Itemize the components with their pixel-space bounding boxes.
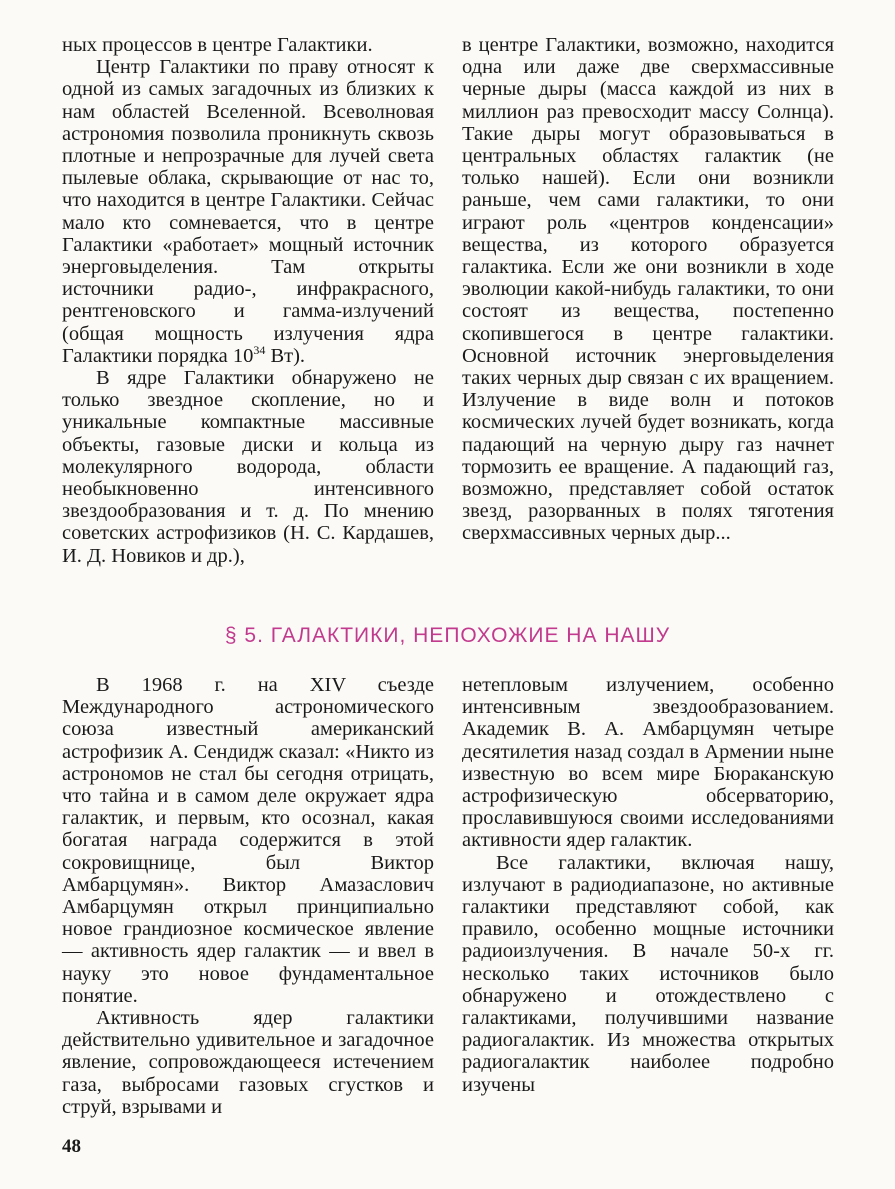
column-top-left [62, 34, 434, 567]
column-bottom-left [62, 674, 434, 1118]
paragraph-text: Центр Галактики по праву относят к одной из самых загадочных из близких к нам областей Вселенной. Всеволновая астрономия позволила проникнуть сквозь плотные и непрозрачные для лучей света пылевые облака, скрывающие от нас то, что находится в центре Галактики. Сейчас мало кто сомневается, что в центре Галактики «работает» мощный источник энерговыделения. Там открыты источники радио-, инфракрасного, рентгеновского и гамма-излучений (общая мощность излучения ядра Галактики порядка 10 [62, 56, 434, 367]
paragraph-sandage-quote: В 1968 г. на XIV съезде Международного астрономического союза известный американский астрофизик А. Сендидж сказал: «Никто из астрономов не стал бы сегодня отрицать, что тайна и в самом деле окружает ядра галактик, и первым, кто осознал, какая богатая награда содержится в этой сокровищнице, был Виктор Амбарцумян». Виктор Амазаслович Амбарцумян открыл принципиально новое грандиозное космическое явление — активность ядер галактик — и ввел в науку это новое фундаментальное понятие. [62, 674, 434, 1007]
section-heading: § 5. ГАЛАКТИКИ, НЕПОХОЖИЕ НА НАШУ [224, 624, 671, 647]
paragraph-text-end: Вт). [265, 344, 306, 367]
paragraph-galactic-core: В ядре Галактики обнаружено не только звездное скопление, но и уникальные компактные массивные объекты, газовые диски и кольца из молекулярного водорода, области необыкновенно интенсивного звездообразования и т. д. По мнению советских астрофизиков (Н. С. Кардашев, И. Д. Новиков и др.), [62, 367, 434, 567]
paragraph-nuclear-activity: Активность ядер галактики действительно удивительное и загадочное явление, сопровождающееся истечением газа, выбросами газовых сгустков и струй, взрывами и [62, 1007, 434, 1118]
column-top-right [462, 34, 834, 545]
paragraph-radio-galaxies: Все галактики, включая нашу, излучают в радиодиапазоне, но активные галактики представляют собой, как правило, особенно мощные источники радиоизлучения. В начале 50-х гг. несколько таких источников было обнаружено и отождествлено с галактиками, получившими название радиогалактик. Из множества открытых радиогалактик наиболее подробно изучены [462, 851, 834, 1096]
paragraph-black-holes: в центре Галактики, возможно, находится одна или даже две сверхмассивные черные дыры (масса каждой из них в миллион раз превосходит массу Солнца). Такие дыры могут образовываться в центральных областях галактик (не только нашей). Если они возникли раньше, чем сами галактики, то они играют роль «центров конденсации» вещества, из которого образуется галактика. Если же они возникли в ходе эволюции какой-нибудь галактики, то они состоят из вещества, постепенно скопившегося в центре галактики. Основной источник энерговыделения таких черных дыр связан с их вращением. Излучение в виде волн и потоков космических лучей будет возникать, когда падающий на черную дыру газ начнет тормозить ее вращение. А падающий газ, возможно, представляет собой остаток звезд, разорванных в полях тяготения сверхмассивных черных дыр... [462, 34, 834, 545]
column-bottom-right [462, 674, 834, 1096]
paragraph-continuation: ных процессов в центре Галактики. [62, 34, 373, 56]
exponent: 34 [253, 343, 266, 358]
page-number: 48 [62, 1136, 81, 1157]
paragraph-byurakan: нетепловым излучением, особенно интенсивным звездообразованием. Академик В. А. Амбарцумян четыре десятилетия назад создал в Армении ныне известную во всем мире Бюраканскую астрофизическую обсерваторию, прославившуюся своими исследованиями активности ядер галактик. [462, 674, 834, 852]
paragraph-galactic-center [62, 56, 434, 367]
